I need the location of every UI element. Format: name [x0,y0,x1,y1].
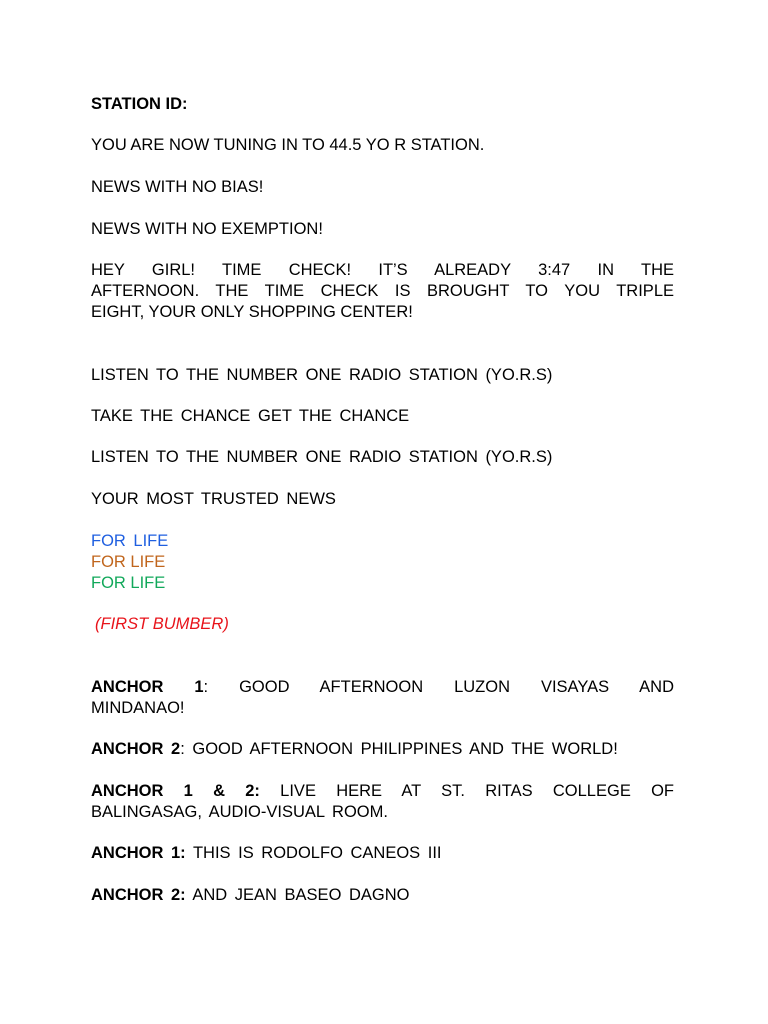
station-id-heading: STATION ID: [91,95,188,113]
anchor2-intro-label: ANCHOR 2: [91,886,186,904]
first-bumber-cue: (FIRST BUMBER) [95,615,229,633]
anchor2-intro-text: AND JEAN BASEO DAGNO [192,886,410,904]
time-check-line-1: HEY GIRL! TIME CHECK! IT’S ALREADY 3:47 IN THE [91,261,674,279]
anchor12-line-2: BALINGASAG, AUDIO-VISUAL ROOM. [91,803,388,821]
for-life-green: FOR LIFE [91,574,166,592]
no-exemption-line: NEWS WITH NO EXEMPTION! [91,220,323,238]
no-bias-line: NEWS WITH NO BIAS! [91,178,264,196]
anchor1-label: ANCHOR 1 [91,678,204,696]
anchor1-intro-label: ANCHOR 1: [91,844,186,862]
anchor2-greeting [91,739,618,760]
for-life-orange: FOR LIFE [91,553,166,571]
for-life-blue: FOR LIFE [91,532,169,550]
anchor12-label: ANCHOR 1 & 2: [91,782,260,800]
listen-line-1: LISTEN TO THE NUMBER ONE RADIO STATION (YO.R.S) [91,366,553,384]
tuning-line: YOU ARE NOW TUNING IN TO 44.5 YO R STATION. [91,136,485,154]
listen-line-2: LISTEN TO THE NUMBER ONE RADIO STATION (YO.R.S) [91,448,553,466]
anchor1-intro [91,843,442,864]
trusted-news-line: YOUR MOST TRUSTED NEWS [91,490,336,508]
anchor1-greeting-line-2: MINDANAO! [91,699,185,717]
anchor12-text: LIVE HERE AT ST. RITAS COLLEGE OF [280,782,674,800]
anchor1-greeting-text: : GOOD AFTERNOON LUZON VISAYAS AND [203,678,674,696]
anchor2-greeting-text: : GOOD AFTERNOON PHILIPPINES AND THE WORLD! [180,740,618,758]
take-chance-line: TAKE THE CHANCE GET THE CHANCE [91,407,410,425]
time-check-line-3: EIGHT, YOUR ONLY SHOPPING CENTER! [91,303,413,321]
anchor2-label: ANCHOR 2 [91,740,181,758]
anchor1-intro-text: THIS IS RODOLFO CANEOS III [192,844,442,862]
anchor2-intro [91,885,410,906]
time-check-line-2: AFTERNOON. THE TIME CHECK IS BROUGHT TO YOU TRIPLE [91,282,674,300]
anchor12-line-1 [91,781,674,802]
anchor1-greeting-line-1 [91,677,674,698]
